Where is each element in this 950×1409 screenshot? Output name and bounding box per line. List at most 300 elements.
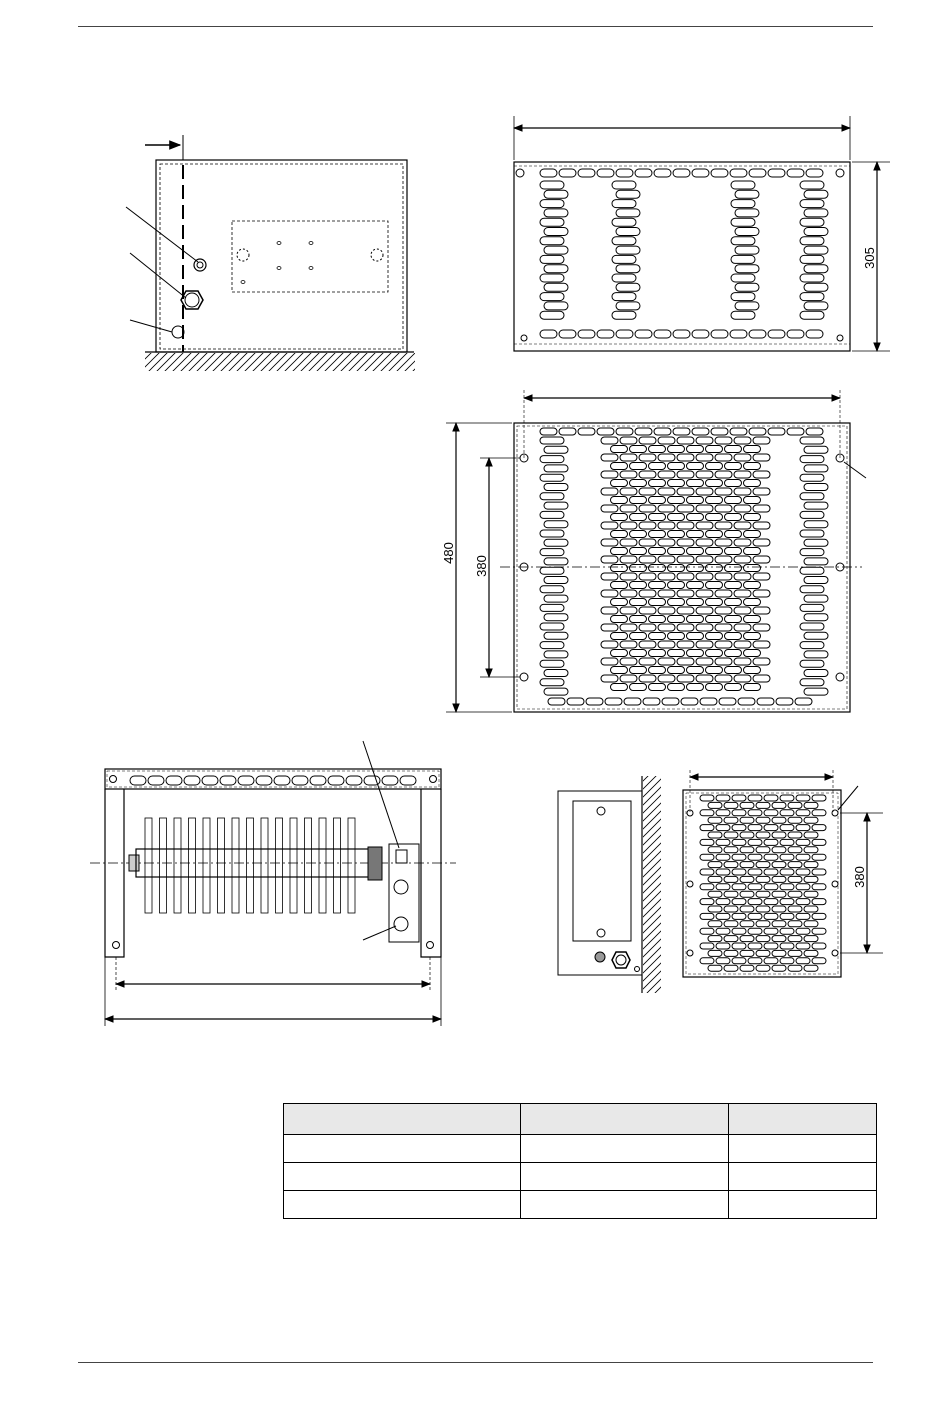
vent-slot xyxy=(788,862,802,868)
vent-slot xyxy=(544,283,568,291)
vent-slot xyxy=(800,567,824,574)
vent-slot xyxy=(700,810,714,816)
vent-slot xyxy=(540,474,564,481)
vent-slot xyxy=(772,862,786,868)
vent-slot xyxy=(732,795,746,801)
vent-slot xyxy=(706,446,723,453)
vent-slots-top-view xyxy=(540,169,828,338)
vent-slot xyxy=(780,839,794,845)
vent-slot xyxy=(753,658,770,665)
vent-slot xyxy=(812,869,826,875)
vent-slot xyxy=(724,862,738,868)
vent-slot xyxy=(812,928,826,934)
vent-slot xyxy=(700,913,714,919)
vent-slot xyxy=(544,228,568,236)
vent-slot xyxy=(780,884,794,890)
vent-slot xyxy=(567,698,584,705)
vent-slot xyxy=(708,832,722,838)
vent-slot xyxy=(715,505,732,512)
vent-slot xyxy=(668,480,685,487)
vent-slot xyxy=(662,698,679,705)
vent-slot xyxy=(654,330,671,338)
vent-slot xyxy=(764,810,778,816)
vent-slot xyxy=(724,847,738,853)
vent-slot xyxy=(715,454,732,461)
table-cell xyxy=(284,1135,521,1163)
vent-slot xyxy=(601,488,618,495)
vent-slot xyxy=(804,190,828,198)
vent-slot xyxy=(732,913,746,919)
vent-slot xyxy=(744,582,761,589)
vent-slot xyxy=(764,913,778,919)
vent-slot xyxy=(706,514,723,521)
vent-slot xyxy=(184,776,200,785)
vent-slot xyxy=(620,658,637,665)
vent-slot xyxy=(772,832,786,838)
vent-slot xyxy=(804,521,828,528)
vent-slot xyxy=(668,463,685,470)
vent-slot xyxy=(744,463,761,470)
vent-slot xyxy=(748,810,762,816)
vent-slot xyxy=(756,950,770,956)
table-row xyxy=(284,1191,877,1219)
vent-slot xyxy=(601,624,618,631)
internal-view xyxy=(90,741,456,1026)
vent-slot xyxy=(724,876,738,882)
front-view xyxy=(441,390,866,712)
vent-slot xyxy=(700,698,717,705)
vent-slot xyxy=(788,965,802,971)
vent-slot xyxy=(731,237,755,245)
vent-slot xyxy=(804,302,828,310)
vent-slot xyxy=(601,658,618,665)
vent-slot xyxy=(804,577,828,584)
vent-slot xyxy=(800,311,824,319)
vent-slot xyxy=(753,675,770,682)
vent-slot xyxy=(731,218,755,226)
vent-slot xyxy=(624,698,641,705)
vent-slot xyxy=(668,650,685,657)
vent-slot xyxy=(544,246,568,254)
vent-slot xyxy=(796,913,810,919)
vent-slot xyxy=(764,958,778,964)
vent-slot xyxy=(756,965,770,971)
vent-slot xyxy=(715,488,732,495)
vent-slot xyxy=(668,684,685,691)
vent-slot xyxy=(696,505,713,512)
vent-slot xyxy=(715,437,732,444)
heatsink-fin xyxy=(348,818,355,913)
vent-slot xyxy=(620,505,637,512)
table-cell xyxy=(729,1135,877,1163)
vent-slot xyxy=(764,899,778,905)
vent-slot xyxy=(612,200,636,208)
vent-slot xyxy=(601,471,618,478)
vent-slot xyxy=(776,698,793,705)
vent-slot xyxy=(753,556,770,563)
vent-slot xyxy=(748,943,762,949)
vent-slot xyxy=(806,428,823,435)
vent-slots-small-view xyxy=(700,795,826,971)
vent-slot xyxy=(804,209,828,217)
vent-slot xyxy=(601,522,618,529)
vent-slot xyxy=(611,616,628,623)
vent-slot xyxy=(611,548,628,555)
vent-slot xyxy=(620,539,637,546)
vent-slot xyxy=(800,642,824,649)
vent-slot xyxy=(788,876,802,882)
vent-slot xyxy=(804,847,818,853)
vent-slot xyxy=(753,539,770,546)
vent-slots-front-view xyxy=(540,428,828,705)
vent-slot xyxy=(668,633,685,640)
vent-slot xyxy=(578,169,595,177)
vent-slot xyxy=(711,428,728,435)
vent-slot xyxy=(744,650,761,657)
vent-slot xyxy=(796,899,810,905)
vent-slot xyxy=(687,599,704,606)
vent-slot xyxy=(804,965,818,971)
vent-slot xyxy=(756,921,770,927)
vent-slot xyxy=(687,531,704,538)
vent-slot xyxy=(716,899,730,905)
vent-slot xyxy=(544,265,568,273)
vent-slot xyxy=(696,641,713,648)
vent-slot xyxy=(744,514,761,521)
vent-slot xyxy=(700,854,714,860)
vent-slot xyxy=(639,641,656,648)
vent-slot xyxy=(780,958,794,964)
heatsink-fin xyxy=(189,818,196,913)
vent-slot xyxy=(597,330,614,338)
vent-slot xyxy=(708,921,722,927)
vent-slot xyxy=(768,428,785,435)
vent-slot xyxy=(616,169,633,177)
vent-slot xyxy=(800,200,824,208)
vent-slot xyxy=(734,607,751,614)
vent-slot xyxy=(748,899,762,905)
vent-slot xyxy=(630,446,647,453)
vent-slot xyxy=(753,488,770,495)
vent-slot xyxy=(725,531,742,538)
vent-slot xyxy=(740,876,754,882)
vent-slot xyxy=(744,531,761,538)
vent-slot xyxy=(731,274,755,282)
vent-slot xyxy=(756,832,770,838)
vent-slot xyxy=(540,493,564,500)
vent-slot xyxy=(753,624,770,631)
vent-slot xyxy=(768,330,785,338)
heatsink-fin xyxy=(203,818,210,913)
vent-slot xyxy=(806,169,823,177)
vent-slot xyxy=(611,599,628,606)
vent-slot xyxy=(668,616,685,623)
table-cell xyxy=(521,1191,729,1219)
vent-slot xyxy=(772,847,786,853)
vent-slot xyxy=(788,906,802,912)
vent-slot xyxy=(744,667,761,674)
vent-slot xyxy=(796,928,810,934)
vent-slot xyxy=(696,556,713,563)
vent-slot xyxy=(780,913,794,919)
vent-slot xyxy=(780,928,794,934)
vent-slot xyxy=(804,950,818,956)
vent-slot xyxy=(748,928,762,934)
vent-slot xyxy=(616,209,640,217)
vent-slot xyxy=(725,497,742,504)
vent-slot xyxy=(658,641,675,648)
dim-small-hole-spacing-380: 380 xyxy=(852,866,867,888)
vent-slot xyxy=(540,511,564,518)
vent-slot xyxy=(800,660,824,667)
vent-slot xyxy=(544,614,568,621)
vent-slot xyxy=(616,190,640,198)
vent-slot xyxy=(756,876,770,882)
vent-slot xyxy=(677,488,694,495)
vent-slot xyxy=(540,428,557,435)
vent-slot xyxy=(601,675,618,682)
vent-slot xyxy=(639,658,656,665)
vent-slot xyxy=(796,884,810,890)
vent-slot xyxy=(687,582,704,589)
vent-slot xyxy=(753,505,770,512)
vent-slot xyxy=(620,556,637,563)
vent-slot xyxy=(202,776,218,785)
vent-slot xyxy=(687,497,704,504)
vent-slot xyxy=(687,616,704,623)
vent-slot xyxy=(540,181,564,189)
vent-slot xyxy=(238,776,254,785)
vent-slot xyxy=(715,471,732,478)
vent-slot xyxy=(756,847,770,853)
vent-slot xyxy=(611,514,628,521)
vent-slot xyxy=(748,854,762,860)
vent-slot xyxy=(734,624,751,631)
vent-slot xyxy=(677,505,694,512)
vent-slot xyxy=(620,573,637,580)
vent-slot xyxy=(635,169,652,177)
vent-slot xyxy=(620,471,637,478)
vent-slot xyxy=(804,832,818,838)
vent-slot xyxy=(696,522,713,529)
vent-slot xyxy=(620,675,637,682)
vent-slot xyxy=(725,480,742,487)
vent-slot xyxy=(540,311,564,319)
heatsink-fin xyxy=(290,818,297,913)
vent-slot xyxy=(548,698,565,705)
vent-slot xyxy=(540,642,564,649)
vent-slot xyxy=(730,330,747,338)
vent-slot xyxy=(804,670,828,677)
vent-slot xyxy=(597,169,614,177)
vent-slot xyxy=(658,573,675,580)
vent-slot xyxy=(812,839,826,845)
vent-slot xyxy=(725,565,742,572)
top-view xyxy=(514,116,890,351)
vent-slot xyxy=(677,454,694,461)
vent-slot xyxy=(706,684,723,691)
vent-slot xyxy=(540,567,564,574)
vent-slot xyxy=(639,675,656,682)
vent-slot xyxy=(639,437,656,444)
heatsink-fin xyxy=(218,818,225,913)
vent-slot xyxy=(716,913,730,919)
vent-slot xyxy=(780,854,794,860)
vent-slot xyxy=(812,958,826,964)
vent-slot xyxy=(706,667,723,674)
vent-slot xyxy=(744,565,761,572)
vent-slot xyxy=(804,688,828,695)
vent-slot xyxy=(677,556,694,563)
vent-slot xyxy=(804,228,828,236)
vent-slot xyxy=(796,943,810,949)
vent-slot xyxy=(620,488,637,495)
vent-slot xyxy=(700,884,714,890)
vent-slot xyxy=(649,650,666,657)
vent-slot xyxy=(753,437,770,444)
vent-slot xyxy=(708,936,722,942)
vent-slot xyxy=(744,548,761,555)
vent-slot xyxy=(649,497,666,504)
vent-slot xyxy=(620,590,637,597)
vent-slot xyxy=(649,446,666,453)
vent-slot xyxy=(696,454,713,461)
vent-slot xyxy=(616,265,640,273)
vent-slot xyxy=(715,573,732,580)
vent-slot xyxy=(788,832,802,838)
vent-slot xyxy=(744,684,761,691)
vent-slot xyxy=(677,641,694,648)
vent-slot xyxy=(787,428,804,435)
vent-slot xyxy=(788,817,802,823)
vent-slot xyxy=(734,454,751,461)
vent-slot xyxy=(130,776,146,785)
vent-slot xyxy=(630,514,647,521)
vent-slot xyxy=(639,573,656,580)
vent-slot xyxy=(756,817,770,823)
vent-slot xyxy=(706,497,723,504)
vent-slot xyxy=(724,817,738,823)
vent-slot xyxy=(611,531,628,538)
vent-slot xyxy=(716,825,730,831)
vent-slot xyxy=(753,590,770,597)
heatsink-fin xyxy=(261,818,268,913)
vent-slot xyxy=(753,471,770,478)
vent-slot xyxy=(788,950,802,956)
vent-slot xyxy=(700,795,714,801)
vent-slot xyxy=(756,906,770,912)
vent-slot xyxy=(796,854,810,860)
vent-slot xyxy=(256,776,272,785)
vent-slot xyxy=(804,632,828,639)
vent-slot xyxy=(812,795,826,801)
vent-slot xyxy=(732,810,746,816)
vent-slot xyxy=(804,558,828,565)
vent-slot xyxy=(800,586,824,593)
vent-slot xyxy=(687,633,704,640)
vent-slot xyxy=(668,531,685,538)
vent-slot xyxy=(544,651,568,658)
vent-slot xyxy=(643,698,660,705)
vent-slot xyxy=(735,190,759,198)
vent-slot xyxy=(700,825,714,831)
heatsink-fin xyxy=(160,818,167,913)
vent-slot xyxy=(658,556,675,563)
vent-slot xyxy=(668,667,685,674)
vent-slot xyxy=(630,531,647,538)
vent-slot xyxy=(400,776,416,785)
vent-slot xyxy=(611,565,628,572)
vent-slot xyxy=(788,921,802,927)
vent-slot xyxy=(706,650,723,657)
vent-slot xyxy=(677,539,694,546)
vent-slot xyxy=(696,675,713,682)
vent-slot xyxy=(274,776,290,785)
vent-slot xyxy=(744,446,761,453)
vent-slot xyxy=(756,862,770,868)
vent-slot xyxy=(715,522,732,529)
vent-slot xyxy=(696,471,713,478)
vent-slot xyxy=(706,616,723,623)
vent-slot xyxy=(716,958,730,964)
vent-slot xyxy=(768,169,785,177)
vent-slot xyxy=(708,847,722,853)
vent-slot xyxy=(715,658,732,665)
vent-slot xyxy=(677,675,694,682)
vent-slot xyxy=(540,660,564,667)
vent-slot xyxy=(639,607,656,614)
vent-slot xyxy=(601,454,618,461)
vent-slot xyxy=(812,884,826,890)
vent-slot xyxy=(673,428,690,435)
vent-slot xyxy=(706,548,723,555)
vent-slot xyxy=(812,810,826,816)
vent-slot xyxy=(725,446,742,453)
vent-slot xyxy=(748,958,762,964)
vent-slot xyxy=(800,437,824,444)
vent-slot xyxy=(756,802,770,808)
vent-slot xyxy=(753,641,770,648)
vent-slot xyxy=(544,558,568,565)
vent-slot xyxy=(630,548,647,555)
vent-slot xyxy=(605,698,622,705)
vent-slot xyxy=(708,891,722,897)
vent-slot xyxy=(734,556,751,563)
vent-slot xyxy=(734,437,751,444)
vent-slot xyxy=(687,667,704,674)
vent-slot xyxy=(601,573,618,580)
vent-slot xyxy=(700,839,714,845)
vent-slot xyxy=(649,599,666,606)
vent-slot xyxy=(724,950,738,956)
side-view xyxy=(126,135,415,371)
vent-slot xyxy=(649,616,666,623)
vent-slot xyxy=(772,950,786,956)
heatsink-fin xyxy=(247,818,254,913)
vent-slot xyxy=(740,906,754,912)
vent-slot xyxy=(673,169,690,177)
vent-slot xyxy=(764,928,778,934)
vent-slot xyxy=(612,293,636,301)
vent-slot xyxy=(544,484,568,491)
vent-slot xyxy=(540,274,564,282)
table-header-row xyxy=(284,1104,877,1135)
vent-slot xyxy=(812,825,826,831)
vent-slot xyxy=(764,854,778,860)
vent-slot xyxy=(749,330,766,338)
vent-slot xyxy=(696,539,713,546)
vent-slot xyxy=(658,607,675,614)
